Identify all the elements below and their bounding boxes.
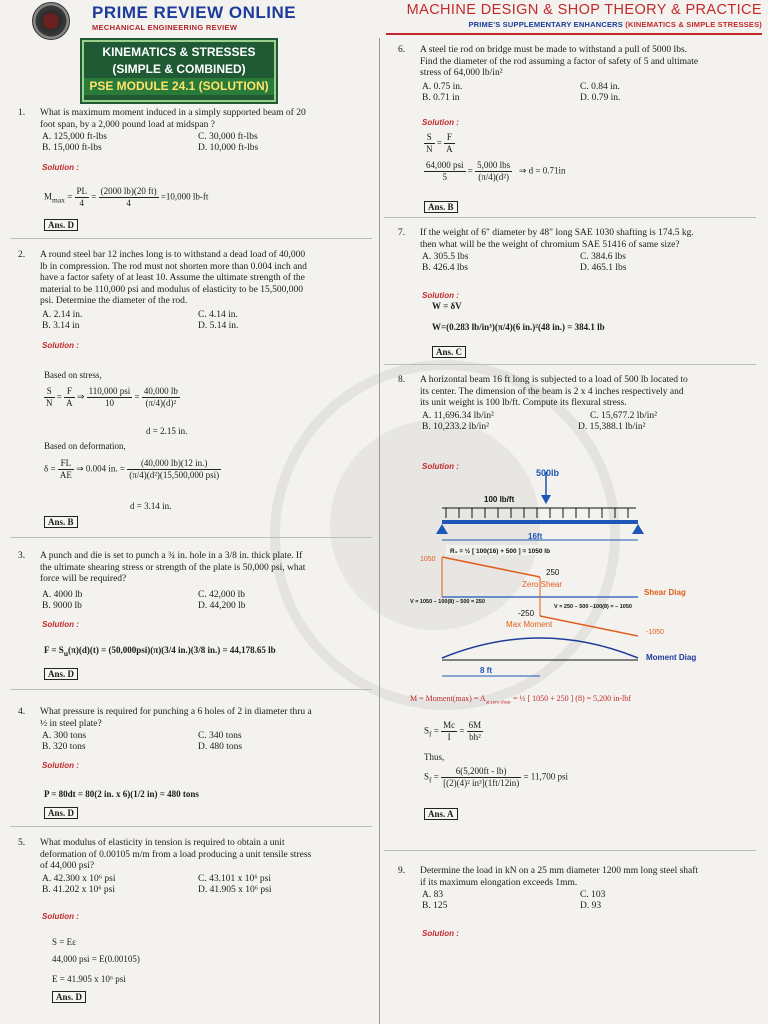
beam-diagram	[384, 440, 764, 690]
solution-label: Solution :	[422, 462, 459, 471]
den: I	[447, 732, 451, 742]
shear-1050: 1050	[420, 556, 436, 563]
q-line: A round steel bar 12 inches long is to withstand a dead load of 40,000	[40, 250, 306, 260]
num: F	[64, 386, 75, 398]
option-d: D. 480 tons	[198, 742, 243, 752]
den: (π/4)(d²)	[478, 172, 509, 182]
option-b: B. 125	[422, 901, 448, 911]
eq-sub: u	[63, 648, 68, 658]
fraction	[441, 766, 521, 789]
option-d: D. 0.79 in.	[580, 93, 621, 103]
solution-label: Solution :	[422, 929, 459, 938]
num: Mc	[443, 720, 456, 730]
equation-q1: $M_{max}$ = $\frac{PL}{4}$ = $\frac{(2000 lb)(20 ft)}{4}$ =10,000 lb-ft	[44, 186, 209, 208]
q-line: lb in compression. The rod must not shorten more than 0.004 inch and	[40, 261, 307, 272]
fraction	[127, 458, 221, 481]
option-a: A. 11,696.34 lb/in²	[422, 411, 494, 421]
solution-label: Solution :	[42, 620, 79, 629]
q-line: then what will be the weight of chromium SAE 51416 of same size?	[420, 239, 680, 250]
question-text	[40, 551, 305, 586]
question-number: 9.	[398, 866, 406, 876]
fraction	[475, 160, 512, 183]
den: (π/4)(d²)(15,500,000 psi)	[129, 470, 220, 480]
option-a: A. 2.14 in.	[42, 310, 83, 320]
fraction	[424, 132, 435, 155]
equation-q5-2: 44,000 psi = E(0.00105)	[52, 954, 140, 964]
den: 4	[126, 198, 131, 208]
support-right-icon	[632, 524, 644, 534]
option-c: C. 340 tons	[198, 731, 242, 741]
equation-q6-1: $\frac{S}{N}$ = $\frac{F}{A}$	[426, 132, 453, 154]
based-on-deformation: Based on deformation,	[44, 441, 126, 451]
separator	[10, 537, 372, 538]
num: 64,000 psi	[426, 160, 464, 170]
answer-badge: Ans. B	[44, 516, 78, 528]
den: 10	[104, 398, 114, 408]
option-b: B. 0.71 in	[422, 93, 460, 103]
based-on-stress: Based on stress,	[44, 370, 102, 380]
module-line3: PSE MODULE 24.1 (SOLUTION)	[84, 78, 274, 95]
den: bh²	[469, 732, 481, 742]
header-left	[32, 2, 382, 38]
q-line: What modulus of elasticity in tension is required to obtain a unit	[40, 838, 285, 848]
q-line: have a factor safety of at least 10. Assume the ultimate strength of the	[40, 273, 305, 283]
option-d: D. 10,000 ft-lbs	[198, 143, 259, 153]
moment-diag-label: Moment Diag	[646, 653, 697, 662]
option-b: B. 15,000 ft-lbs	[42, 143, 102, 153]
option-c: C. 0.84 in.	[580, 82, 620, 92]
module-line1: KINEMATICS & STRESSES	[102, 45, 256, 59]
q-line: Determine the load in kN on a 25 mm diameter 1200 mm long steel shaft	[420, 866, 699, 876]
den: N	[426, 144, 433, 154]
option-a: A. 300 tons	[42, 731, 87, 741]
question-number: 1.	[18, 108, 26, 118]
fraction	[75, 186, 90, 209]
den: 5	[442, 172, 447, 182]
brand-subtitle: MECHANICAL ENGINEERING REVIEW	[92, 23, 238, 32]
eq-sub: f	[429, 729, 432, 739]
num: PL	[76, 186, 88, 196]
solution-label: Solution :	[42, 341, 79, 350]
answer-badge: Ans. C	[432, 346, 466, 358]
separator	[10, 238, 372, 239]
shear-neg1050: -1050	[646, 629, 664, 636]
answer-badge: Ans. D	[44, 807, 78, 819]
q-line: material to be 110,000 psi and modulus of elasticity to be 15,500,000	[40, 284, 303, 295]
q-line: What is maximum moment induced in a simply supported beam of 20	[40, 108, 306, 118]
option-b: B. 3.14 in	[42, 321, 80, 331]
equation-stress: $\frac{S}{N}$ = $\frac{F}{A}$ ⇒ $\frac{\text{110,000 psi}}{10}$ = $\frac{40,000 lb}{\text{(π/4)(d)²}}$	[46, 386, 178, 408]
module-title-box	[82, 40, 276, 102]
q-line: ½ in steel plate?	[40, 718, 102, 729]
q-line: force will be required?	[40, 574, 127, 584]
course-title: MACHINE DESIGN & SHOP THEORY & PRACTICE	[406, 2, 762, 18]
deformation-result: d = 3.14 in.	[130, 501, 172, 511]
header-right	[386, 2, 762, 29]
eq-sub: at zero shear	[485, 700, 511, 706]
equation-q4: P = 80dt = 80(2 in. x 6)(1/2 in) = 480 tons	[44, 789, 199, 799]
shear-neg250: -250	[518, 609, 535, 618]
num: S	[44, 386, 55, 398]
option-d: D. 15,388.1 lb/in²	[578, 422, 646, 432]
option-a: A. 0.75 in.	[422, 82, 463, 92]
question-text	[40, 838, 311, 873]
eq-result: = 11,700 psi	[523, 771, 568, 782]
solution-label: Solution :	[422, 118, 459, 127]
beam	[442, 520, 638, 524]
question-number: 5.	[18, 838, 26, 848]
option-b: B. 10,233.2 lb/in²	[422, 422, 489, 432]
answer-badge: Ans. D	[52, 991, 86, 1003]
fraction	[99, 186, 159, 209]
fraction	[64, 386, 75, 409]
eq-result: ⇒ d = 0.71in	[518, 165, 566, 176]
question-3	[18, 551, 368, 587]
equation-q7-2: W=(0.283 lb/in³)(π/4)(6 in.)²(48 in.) = 384.1 lb	[432, 322, 605, 332]
subtitle-b: (KINEMATICS & SIMPLE STRESSES)	[625, 20, 762, 29]
answer-badge: Ans. D	[44, 219, 78, 231]
option-d: D. 465.1 lbs	[580, 263, 627, 273]
separator	[384, 217, 756, 218]
fraction	[87, 386, 133, 409]
option-b: B. 41.202 x 10⁶ psi	[42, 885, 115, 895]
q-line: its unit weight is 100 lb/ft. Compute its flexural stress.	[420, 398, 627, 408]
question-text	[420, 228, 694, 251]
num: 40,000 lb	[143, 386, 178, 396]
answer-badge: Ans. B	[424, 201, 458, 213]
question-4	[18, 707, 368, 731]
span-label: 16ft	[528, 532, 543, 541]
num: 6(5,200ft - lb)	[441, 766, 521, 778]
column-divider	[379, 38, 380, 1024]
question-number: 4.	[18, 707, 26, 717]
den: (π/4)(d)²	[145, 398, 177, 408]
question-8	[398, 375, 748, 411]
shear-diag-label: Shear Diag	[644, 588, 686, 597]
eq-term: = ½ [ 1050 + 250 ] (8) = 5,200 in-lbf	[512, 694, 631, 703]
moment-curve	[442, 638, 638, 658]
brand-title: PRIME REVIEW ONLINE	[92, 3, 297, 22]
option-a: A. 305.5 lbs	[422, 252, 469, 262]
support-left-icon	[436, 524, 448, 534]
zero-shear-label: Zero Shear	[522, 580, 563, 589]
den: [(2)(4)² in³](1ft/12in)	[443, 778, 520, 788]
q-line: of 44,000 psi?	[40, 861, 95, 871]
arrow-head-icon	[541, 495, 551, 504]
eq-term: (π)(d)(t) = (50,000psi)(π)(3/4 in.)(3/8 in.) = 44,178.65 lb	[67, 645, 276, 655]
fraction	[444, 132, 455, 155]
fraction	[142, 386, 180, 409]
question-1	[18, 108, 368, 132]
q-line: deformation of 0.00105 m/m from a load producing a unit tensile stress	[40, 849, 312, 860]
den: AE	[59, 470, 72, 480]
option-c: C. 42,000 lb	[198, 590, 245, 600]
flexural-formula: $S_f$ = $\frac{Mc}{I}$ = $\frac{6M}{\text{bh²}}$	[424, 720, 482, 742]
fraction	[58, 458, 74, 481]
num: (2000 lb)(20 ft)	[100, 186, 157, 196]
subtitle-a: PRIME'S SUPPLEMENTARY ENHANCERS	[468, 20, 623, 29]
question-2	[18, 250, 368, 308]
num: S	[424, 132, 435, 144]
eq-term: M	[44, 191, 53, 202]
question-text	[420, 866, 698, 889]
equation-q3	[44, 645, 276, 659]
den: 4	[79, 198, 85, 208]
shear-line-right	[540, 616, 638, 636]
equation-q5-1: S = Eε	[52, 937, 76, 947]
question-6	[398, 45, 748, 81]
module-line2: (SIMPLE & COMBINED)	[112, 62, 246, 76]
shear-250: 250	[546, 568, 560, 577]
q-line: If the weight of 6" diameter by 48" long SAE 1030 shafting is 174.5 kg.	[420, 228, 694, 238]
q-line: its center. The dimension of the beam is 2 x 4 inches respectively and	[420, 386, 684, 397]
logo-icon	[32, 2, 70, 40]
num: 6M	[468, 720, 482, 730]
option-a: A. 125,000 ft-lbs	[42, 132, 107, 142]
option-c: C. 15,677.2 lb/in²	[590, 411, 657, 421]
flexural-calc: $S_f$ = $\frac{6(5,200ft - lb)}{\text{[(2)(4)² in³](1ft/12in)}}$ = 11,700 psi	[424, 766, 568, 788]
separator	[10, 689, 372, 690]
eq-term: ⇒ 0.004 in. =	[76, 463, 125, 474]
reaction-label: R₁ = ½ [ 100(16) + 500 ] = 1050 lb	[450, 548, 551, 555]
question-text	[40, 250, 307, 308]
q-line: A steel tie rod on bridge must be made to withstand a pull of 5000 lbs.	[420, 45, 688, 55]
moment-equation	[410, 693, 631, 709]
fraction	[424, 160, 466, 183]
separator	[384, 364, 756, 365]
eq-term: M = Moment(max) = A	[410, 694, 486, 703]
question-number: 8.	[398, 375, 406, 385]
eq-term: δ =	[44, 463, 56, 474]
solution-label: Solution :	[42, 912, 79, 921]
q-line: foot span, by a 2,000 pound load at midspan ?	[40, 119, 215, 130]
option-c: C. 4.14 in.	[198, 310, 238, 320]
distributed-arrows	[446, 508, 628, 518]
eq-term: F = S	[44, 645, 64, 655]
question-text	[420, 45, 698, 80]
q-line: What pressure is required for punching a 6 holes of 2 in diameter thru a	[40, 707, 312, 717]
fraction	[44, 386, 55, 409]
q-line: Find the diameter of the rod assuming a factor of safety of 5 and ultimate	[420, 56, 699, 67]
num: 110,000 psi	[88, 386, 131, 396]
eight-ft-label: 8 ft	[480, 666, 492, 675]
q-line: A punch and die is set to punch a ¾ in. hole in a 3/8 in. thick plate. If	[40, 551, 303, 561]
option-a: A. 42.300 x 10⁶ psi	[42, 874, 116, 884]
question-number: 3.	[18, 551, 26, 561]
option-a: A. 4000 lb	[42, 590, 83, 600]
option-c: C. 30,000 ft-lbs	[198, 132, 258, 142]
shear-left-eq: V = 1050 – 100(8) – 500 = 250	[410, 599, 485, 605]
option-a: A. 83	[422, 890, 444, 900]
question-5	[18, 838, 368, 874]
option-c: C. 103	[580, 890, 606, 900]
fraction	[441, 720, 457, 743]
option-c: C. 43.101 x 10⁶ psi	[198, 874, 271, 884]
shear-right-eq: V = 250 – 500 –100(8) = – 1050	[554, 604, 632, 610]
num: F	[444, 132, 455, 144]
q-line: stress of 64,000 lb/in²	[420, 68, 503, 78]
num: FL	[58, 458, 74, 470]
question-number: 7.	[398, 228, 406, 238]
option-d: D. 5.14 in.	[198, 321, 239, 331]
q-line: psi. Determine the diameter of the rod.	[40, 296, 188, 306]
separator	[10, 826, 372, 827]
option-d: D. 41.905 x 10⁶ psi	[198, 885, 272, 895]
eq-sub: max	[52, 195, 65, 205]
option-c: C. 384.6 lbs	[580, 252, 626, 262]
course-subtitle	[386, 20, 762, 29]
den: N	[46, 398, 53, 408]
distributed-load-label: 100 lb/ft	[484, 495, 515, 504]
thus-label: Thus,	[424, 752, 445, 762]
den: A	[446, 144, 453, 154]
equation-q5-3: E = 41.905 x 10⁶ psi	[52, 974, 126, 984]
separator	[384, 850, 756, 851]
option-b: B. 320 tons	[42, 742, 86, 752]
q-line: the ultimate shearing stress or strength of the plate is 50,000 psi, what	[40, 562, 306, 573]
eq-term: S	[424, 725, 430, 736]
answer-badge: Ans. D	[44, 668, 78, 680]
stress-result: d = 2.15 in.	[146, 426, 188, 436]
question-text	[40, 707, 312, 730]
equation-q6-2: $\frac{\text{64,000 psi}}{5}$ = $\frac{\text{5,000 lbs}}{\text{(π/4)(d²)}}$ ⇒ d = 0.71in	[426, 160, 566, 182]
header-rule	[386, 33, 762, 35]
solution-label: Solution :	[422, 291, 459, 300]
question-text	[420, 375, 688, 410]
solution-label: Solution :	[42, 761, 79, 770]
equation-deformation	[44, 458, 221, 481]
shear-line-left	[442, 557, 540, 577]
point-load-label: 500lb	[536, 468, 560, 478]
num: (40,000 lb)(12 in.)	[127, 458, 221, 470]
num: 5,000 lbs	[477, 160, 511, 170]
question-text	[40, 108, 306, 131]
question-number: 6.	[398, 45, 406, 55]
equation-q7-1: W = δV	[432, 301, 462, 311]
q-line: A horizontal beam 16 ft long is subjected to a load of 500 lb located to	[420, 375, 688, 385]
answer-badge: Ans. A	[424, 808, 458, 820]
den: A	[66, 398, 73, 408]
question-7	[398, 228, 748, 252]
max-moment-label: Max Moment	[506, 620, 553, 629]
option-d: D. 44,200 lb	[198, 601, 246, 611]
solution-label: Solution :	[42, 163, 79, 172]
question-9	[398, 866, 758, 890]
option-b: B. 9000 lb	[42, 601, 82, 611]
eq-result: =10,000 lb-ft	[160, 191, 209, 202]
option-b: B. 426.4 lbs	[422, 263, 468, 273]
q-line: if its maximum elongation exceeds 1mm.	[420, 877, 578, 888]
question-number: 2.	[18, 250, 26, 260]
option-d: D. 93	[580, 901, 602, 911]
fraction	[467, 720, 484, 743]
